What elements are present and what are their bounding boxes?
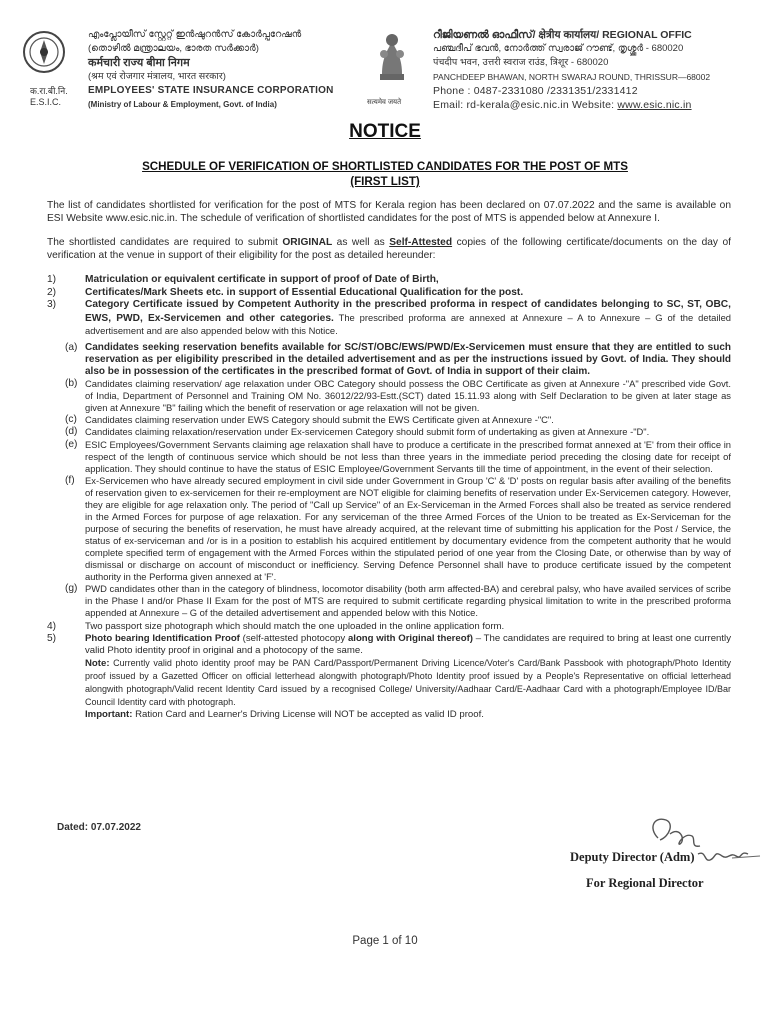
documents-paragraph: The shortlisted candidates are required to submit ORIGINAL as well as Self-Attested copies of the following certificate/documents on the day of verification at the venue in support of their eligibility for the post as detailed hereunder: [47, 237, 731, 261]
sub-item: (c) Candidates claiming reservation under EWS Category should submit the EWS Certificate given at Annexure -"C". [65, 413, 554, 425]
email-line: Email: rd-kerala@esic.nic.in Website: www.esic.nic.in [433, 99, 692, 111]
dated-line: Dated: 07.07.2022 [57, 822, 141, 833]
sub-item: (g) PWD candidates other than in the category of blindness, locomotor disability (both arm affected-BA) and cerebral palsy, who have availed services of scribe in the Phase I and/or Phase II Exam for the post of MTS are required to submit certificate regarding physical limitation to write in the prescribed proforma appended at Annexure – G of the detailed advertisement and appended below with this Notice. [65, 582, 731, 618]
list-item: 4) Two passport size photograph which should match the one uploaded in the online application form. [47, 620, 505, 632]
intro-paragraph: The list of candidates shortlisted for verification for the post of MTS for Kerala region has been declared on 07.07.2022 and the same is available on ESI Website www.esic.nic.in. The schedule of verification of shortlisted candidates for the post of MTS is appended below at Annexure I. [47, 200, 731, 224]
page-number: Page 1 of 10 [352, 935, 418, 947]
signatory-office: For Regional Director [586, 876, 704, 890]
list-item: 1) Matriculation or equivalent certificate in support of proof of Date of Birth, [47, 274, 439, 285]
header-left-block: എംപ്ലോയീസ് സ്റ്റേറ്റ് ഇൻഷുറൻസ് കോർപ്പറേഷൻ (തൊഴിൽ മന്ത്രാലയം, ഭാരത സർക്കാർ) कर्मचारी राज्य बीमा निगम (श्रम एवं रोजगार मंत्रालय, भारत सरकार) EMPLOYEES' STATE INSURANCE CORPORATION (Ministry of Labour & Employment, Govt. of India) [88, 29, 334, 109]
sub-item: (d) Candidates claiming relaxation/reservation under Ex-servicemen Category should submit form of undertaking as given at Annexure -"D". [65, 426, 650, 437]
header-right-block: റീജിയണൽ ഓഫീസ്/ क्षेत्रीय कार्यालय/ REGIONAL OFFIC പഞ്ചദീപ് ഭവൻ, നോർത്ത് സ്വരാജ് റൗണ്ട്, തൃശ്ശൂർ - 680020 पंचदीप भवन, उत्तरी स्वराज राउंड, त्रिशूर - 680020 PANCHDEEP BHAWAN, NORTH SWARAJ ROUND, THRISSUR—68002 Phone : 0487-2331080 /2331351/2331412 Email: rd-kerala@esic.nic.in Website: www.esic.nic.in [433, 28, 768, 112]
phone-line: Phone : 0487-2331080 /2331351/2331412 [433, 85, 638, 97]
esic-abbreviation: क.रा.बी.नि. E.S.I.C. [30, 86, 68, 107]
notice-subtitle: SCHEDULE OF VERIFICATION OF SHORTLISTED CANDIDATES FOR THE POST OF MTS (FIRST LIST) [142, 160, 628, 188]
sub-item: (f) Ex-Servicemen who have already secured employment in civil side under Government in Group 'C' & 'D' posts on regular basis after availing of the benefits of reservation given to ex-servicemen for their re-employment are NOT eligible for claiming benefits of reservation under Ex-Servicemen category. However, they are eligible for age relaxation only. The period of "Call up Service" of an Ex-Serviceman in the Armed Forces shall also be treated as service rendered in the Armed Forces for purpose of age relaxation. For any serviceman of the three Armed Forces of the Union to be treated as Ex-Serviceman for the purpose of securing the benefits of reservation, he must have already acquired, at the relevant time of submitting his application for the Post / Service, the status of ex-serviceman and /or is in a position to establish his acquired entitlement by documentary evidence from the competent authority that he would complete specified term of engagement with the Armed Forces within the stipulated period of one year from the Closing Date, or otherwise than by way of dismissal or discharge on account of misconduct or inefficiency. Serving Defence Personnel shall have to produce certificate issued by the competent authority in the Performa given annexed at 'F'. [65, 474, 731, 582]
list-item: 3) Category Certificate issued by Competent Authority in the prescribed proforma in respect of candidates belonging to SC, ST, OBC, EWS, PWD, Ex-Servicemen and other categories. The prescribed proforma are annexed at Annexure – A to Annexure – G of the detailed advertisement and are also appended below with this Notice. [47, 299, 731, 336]
state-emblem-icon [372, 30, 412, 90]
list-item: 2) Certificates/Mark Sheets etc. in support of Essential Educational Qualification for the post. [47, 286, 524, 298]
signatory-title: Deputy Director (Adm) [570, 850, 695, 864]
website-link[interactable]: www.esic.nic.in [617, 99, 692, 111]
notice-body [47, 200, 731, 721]
emblem-caption: सत्यमेव जयते [367, 99, 402, 106]
sub-item: (e) ESIC Employees/Government Servants claiming age relaxation shall have to produce a certificate in the prescribed format annexed at 'E' from their office in respect of the length of continuous service which should be not less than three years in the immediate period preceding the closing date for receipt of application. They should continue to have the status of ESIC Employee/Government Servants till the time of appointment, in the event of their selection. [65, 438, 731, 474]
esic-logo-icon [22, 30, 66, 74]
sub-item: (a) Candidates seeking reservation benefits available for SC/ST/OBC/EWS/PWD/Ex-Servicemen must ensure that they are entitled to such reservation as per eligibility prescribed in the detailed advertisement and as per the instructions issued by Govt. of India. They should also be in possession of the certificates in the prescribed format of Govt. of India in support of their claim. [65, 341, 731, 377]
sub-item: (b) Candidates claiming reservation/ age relaxation under OBC Category should possess the OBC Certificate as given at Annexure -"A" prescribed vide Govt. of India, Department of Personnel and Training OM No. 36012/22/93-Estt.(SCT) dated 15.11.93 along with Self Declaration to be given at later stage as given at Annexure "B" failing which the benefit of reservation or age relaxation will not be given. [65, 377, 731, 413]
list-item: 5) Photo bearing Identification Proof (self-attested photocopy along with Original thereof) – The candidates are required to bring at least one currently valid Photo identity proof in original and a photocopy of the same. Note: Currently valid photo identity proof may be PAN Card/Passport/Permanent Driving Licence/Voter's Card/Bank Passbook with photograph/Photo Identity proof issued by a Gazetted Officer on official letterhead alongwith photograph/Photo Identity proof issued by a People's Representative on official letterhead alongwith photograph/Valid recent Identity Card issued by a recognised College/ University/Aadhaar Card/E-Aadhaar Card with a photograph/Employee ID/Bar Council Identity card with photograph. Important: Ration Card and Learner's Driving License will NOT be accepted as valid ID proof. [47, 633, 731, 720]
notice-title: NOTICE [349, 121, 421, 142]
